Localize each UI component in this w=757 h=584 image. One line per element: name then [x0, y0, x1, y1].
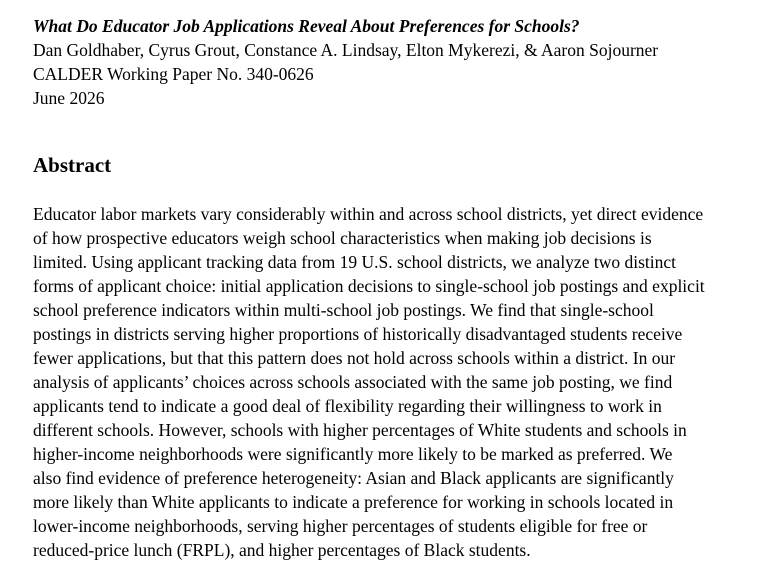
abstract-line: more likely than White applicants to indicate a preference for working in schools located in: [33, 492, 674, 512]
abstract-line: reduced-price lunch (FRPL), and higher percentages of Black students.: [33, 540, 531, 560]
abstract-line: also find evidence of preference heterogeneity: Asian and Black applicants are significantly: [33, 468, 674, 488]
abstract-line: fewer applications, but that this pattern does not hold across schools within a district. In our: [33, 348, 676, 368]
abstract-line: different schools. However, schools with higher percentages of White students and schools in: [33, 420, 687, 440]
abstract-line: of how prospective educators weigh school characteristics when making job decisions is: [33, 228, 652, 248]
abstract-line: applicants tend to indicate a good deal of flexibility regarding their willingness to work in: [33, 396, 662, 416]
abstract-heading: Abstract: [33, 153, 112, 177]
paper-title: What Do Educator Job Applications Reveal About Preferences for Schools?: [33, 16, 580, 36]
abstract-line: lower-income neighborhoods, serving higher percentages of students eligible for free or: [33, 516, 648, 536]
abstract-line: Educator labor markets vary considerably within and across school districts, yet direct evidence: [33, 204, 704, 224]
abstract-line: analysis of applicants’ choices across schools associated with the same job posting, we find: [33, 372, 673, 392]
abstract-line: limited. Using applicant tracking data from 19 U.S. school districts, we analyze two distinct: [33, 252, 676, 272]
paper-page: [33, 14, 743, 560]
abstract-body: [33, 202, 741, 562]
abstract-line: school preference indicators within multi-school job postings. We find that single-school: [33, 300, 654, 320]
abstract-line: higher-income neighborhoods were significantly more likely to be marked as preferred. We: [33, 444, 673, 464]
abstract-line: forms of applicant choice: initial application decisions to single-school job postings and explicit: [33, 276, 705, 296]
paper-authors: Dan Goldhaber, Cyrus Grout, Constance A. Lindsay, Elton Mykerezi, & Aaron Sojourner: [33, 40, 659, 60]
paper-series: CALDER Working Paper No. 340-0626: [33, 64, 314, 84]
paper-date: June 2026: [33, 88, 105, 108]
abstract-line: postings in districts serving higher proportions of historically disadvantaged students receive: [33, 324, 683, 344]
